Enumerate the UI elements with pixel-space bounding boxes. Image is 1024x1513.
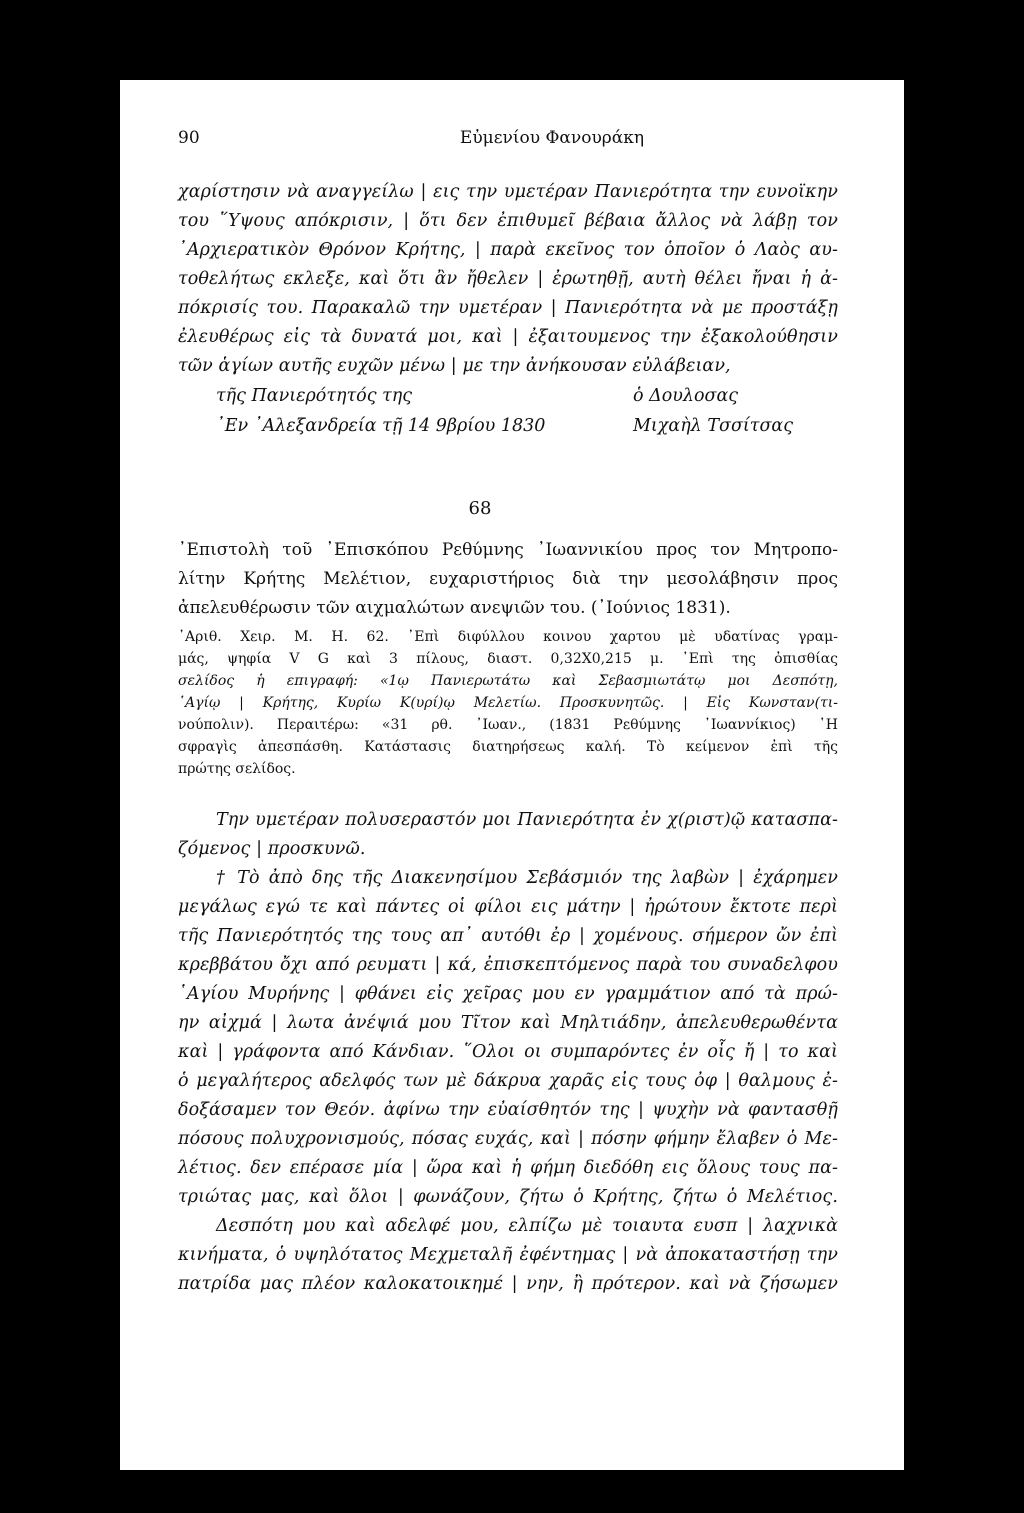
text-line: πατρίδα μας πλέον καλοκατοικημέ | νην, ἢ πρότερον. καὶ νὰ ζήσωμεν bbox=[178, 1274, 838, 1294]
text-line: τῶν ἁγίων αυτῆς ευχῶν μένω | με την ἀνήκουσαν εὐλάβειαν, bbox=[178, 356, 731, 376]
text-line: ὁ μεγαλήτερος αδελφός των μὲ δάκρυα χαρᾶς εἰς τους ὀφ | θαλμους ἐ- bbox=[178, 1071, 838, 1091]
text-line: τριώτας μας, καὶ ὅλοι | φωνάζουν, ζήτω ὁ Κρήτης, ζήτω ὁ Μελέτιος. bbox=[178, 1187, 838, 1207]
title-line: ἀπελευθέρωσιν τῶν αιχμαλώτων ανεψιῶν του. (᾿Ιούνιος 1831). bbox=[178, 598, 731, 618]
page-number: 90 bbox=[178, 128, 200, 148]
text-line: ἐλευθέρως εἰς τὰ δυνατά μοι, καὶ | ἐξαιτουμενος την ἐξακολούθησιν bbox=[178, 327, 838, 347]
page-header bbox=[178, 128, 866, 152]
text-line: τῆς Πανιερότητός της τους απ᾿ αυτόθι ἐρ | χομένους. σήμερον ὤν ἐπὶ bbox=[178, 926, 838, 946]
note-line: σελίδος ἡ επιγραφή: «1ῳ Πανιερωτάτω καὶ Σεβασμιωτάτῳ μοι Δεσπότῃ, bbox=[178, 673, 838, 689]
running-head: Εὐμενίου Φανουράκη bbox=[459, 128, 645, 148]
text-line: κινήματα, ὁ υψηλότατος Μεχμεταλῆ ἐφέντημας | νὰ ἀποκαταστήσῃ την bbox=[178, 1245, 838, 1265]
text-line: κρεββάτου ὄχι από ρευματι | κά, ἐπισκεπτόμενος παρὰ του συναδελφου bbox=[178, 955, 838, 975]
letter-text bbox=[178, 806, 838, 1299]
title-line: λίτην Κρήτης Μελέτιον, ευχαριστήριος διὰ την μεσολάβησιν προς bbox=[178, 569, 838, 589]
closing-place-date: ᾿Εν ᾿Αλεξανδρεία τῇ 14 9βρίου 1830 bbox=[216, 416, 546, 436]
text-line: ην αἰχμά | λωτα ἀνέψιά μου Τῖτον καὶ Μηλτιάδην, ἀπελευθερωθέντα bbox=[178, 1013, 838, 1033]
text-line: μεγάλως εγώ τε καὶ πάντες οἱ φίλοι εις μάτην | ἠρώτουν ἔκτοτε περὶ bbox=[178, 897, 838, 917]
text-line: λέτιος. δεν επέρασε μία | ὥρα καὶ ἡ φήμη διεδόθη εις ὅλους τους πα- bbox=[178, 1158, 838, 1178]
text-line: ῾Αγίου Μυρήνης | φθάνει εἰς χεῖρας μου εν γραμμάτιον από τὰ πρώ- bbox=[178, 984, 838, 1004]
document-number: 68 bbox=[468, 498, 492, 519]
text-line: πόσους πολυχρονισμούς, πόσας ευχάς, καὶ | πόσην φήμην ἔλαβεν ὁ Με- bbox=[178, 1129, 838, 1149]
text-line: ᾿Αρχιερατικὸν Θρόνον Κρήτης, | παρὰ εκεῖνος τον ὁποῖον ὁ Λαὸς αυ- bbox=[178, 240, 838, 260]
closing-servant: ὁ Δουλοσας bbox=[633, 386, 739, 406]
note-line: μάς, ψηφία V G καὶ 3 πίλους, διαστ. 0,32Χ0,215 μ. ᾿Επὶ της ὀπισθίας bbox=[178, 651, 838, 667]
note-line: πρώτης σελίδος. bbox=[178, 761, 296, 777]
text-line: ζόμενος | προσκυνῶ. bbox=[178, 839, 366, 859]
document-title bbox=[178, 536, 838, 623]
closing-salutation: τῆς Πανιερότητός της bbox=[216, 386, 413, 406]
text-line: δοξάσαμεν τον Θεόν. ἀφίνω την εὐαίσθητόν της | ψυχὴν νὰ φαντασθῇ bbox=[178, 1100, 838, 1120]
text-line: Δεσπότη μου καὶ αδελφέ μου, ελπίζω μὲ τοιαυτα ευσπ | λαχνικὰ bbox=[216, 1216, 838, 1236]
text-line: του ῞Υψους απόκρισιν, | ὅτι δεν ἐπιθυμεῖ βέβαια ἄλλος νὰ λάβῃ τον bbox=[178, 211, 838, 231]
text-line: τοθελήτως εκλεξε, καὶ ὅτι ἂν ἤθελεν | ἐρωτηθῇ, αυτὴ θέλει ἤναι ἡ ἀ- bbox=[178, 269, 838, 289]
note-line: νούπολιν). Περαιτέρω: «31 ρθ. ᾿Ιωαν., (1831 Ρεθύμνης ᾿Ιωαννίκιος) ῾Η bbox=[178, 717, 838, 733]
archival-note bbox=[178, 626, 838, 780]
text-line: πόκρισίς του. Παρακαλῶ την υμετέραν | Πανιερότητα νὰ με προστάξῃ bbox=[178, 298, 838, 318]
text-line: χαρίστησιν νὰ αναγγείλω | εις την υμετέραν Πανιερότητα την ευνοϊκην bbox=[178, 182, 838, 202]
note-line: ᾿Αριθ. Χειρ. Μ. Η. 62. ᾿Επὶ διφύλλου κοινου χαρτου μὲ υδατίνας γραμ- bbox=[178, 629, 838, 645]
note-line: σφραγὶς ἀπεσπάσθη. Κατάστασις διατηρήσεως καλή. Τὸ κείμενον ἐπὶ τῆς bbox=[178, 739, 838, 755]
letter-continuation bbox=[178, 178, 838, 441]
book-page bbox=[120, 80, 904, 1470]
text-line: Την υμετέραν πολυσεραστόν μοι Πανιερότητα ἐν χ(ριστ)ῷ κατασπα- bbox=[216, 810, 838, 830]
note-line: ῾Αγίῳ | Κρήτης, Κυρίω Κ(υρί)ῳ Μελετίω. Προσκυνητῶς. | Εἰς Κωνσταν(τι- bbox=[178, 695, 838, 711]
text-line: καὶ | γράφοντα από Κάνδιαν. ῞Ολοι οι συμπαρόντες ἐν οἷς ἤ | το καὶ bbox=[178, 1042, 838, 1062]
closing-row bbox=[178, 411, 838, 441]
closing-signature: Μιχαὴλ Τσσίτσας bbox=[633, 416, 794, 436]
closing-row bbox=[178, 381, 838, 411]
title-line: ᾿Επιστολὴ τοῦ ᾿Επισκόπου Ρεθύμνης ᾿Ιωαννικίου προς τον Μητροπο- bbox=[178, 540, 838, 560]
text-line: † Τὸ ἀπὸ δης τῆς Διακενησίμου Σεβάσμιόν της λαβὼν | ἐχάρημεν bbox=[216, 868, 838, 888]
